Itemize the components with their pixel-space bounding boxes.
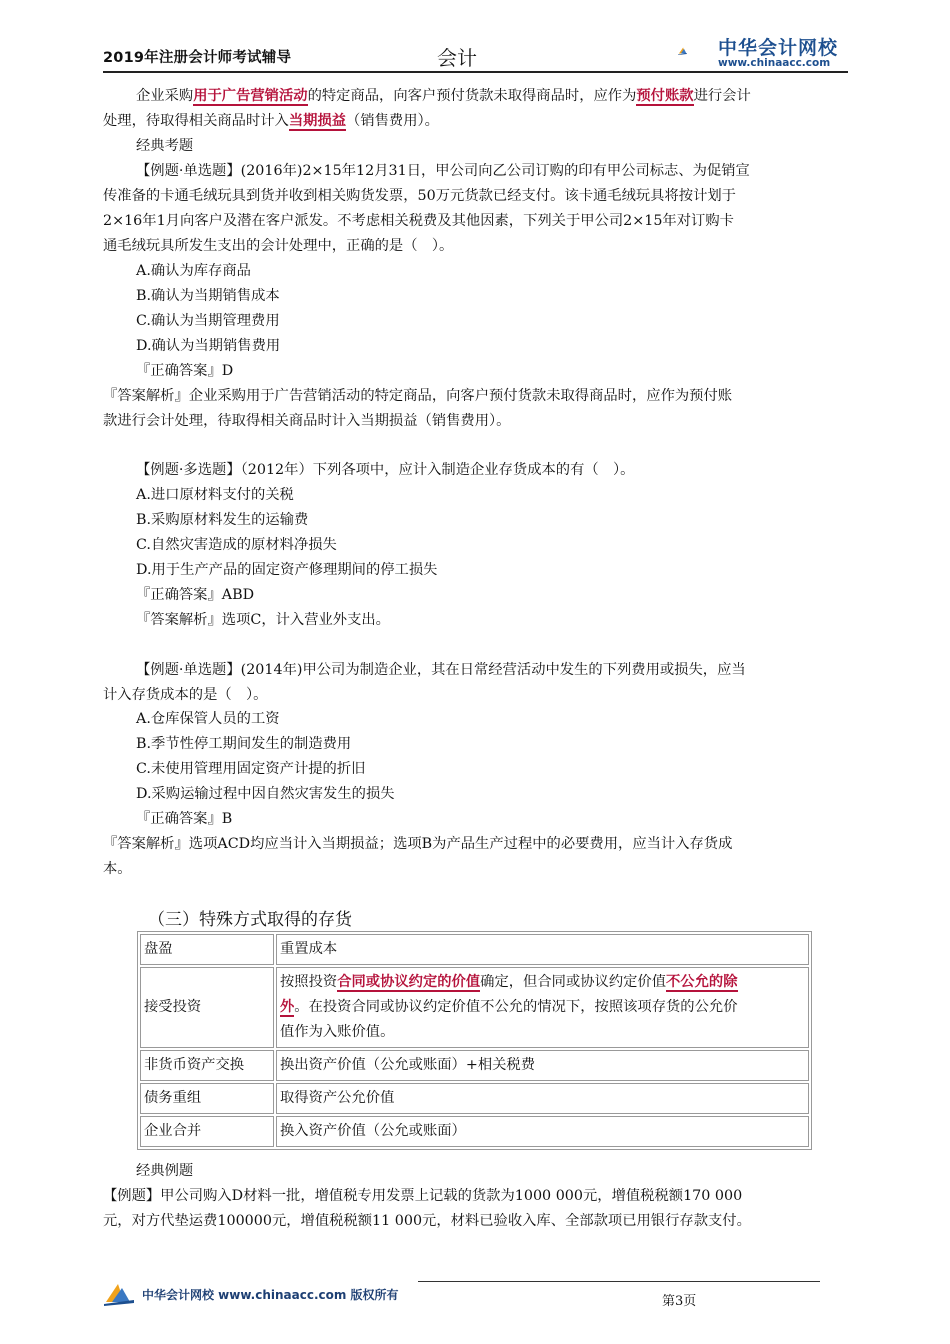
q2-option: C.自然灾害造成的原材料净损失 bbox=[136, 537, 337, 553]
q3-option: A.仓库保管人员的工资 bbox=[136, 711, 280, 727]
header-divider bbox=[103, 71, 848, 73]
q1-stem: 通毛绒玩具所发生支出的会计处理中，正确的是（ ）。 bbox=[103, 238, 454, 254]
q1-option: A.确认为库存商品 bbox=[136, 263, 251, 279]
q2-option: B.采购原材料发生的运输费 bbox=[136, 512, 309, 528]
table-row bbox=[140, 1083, 809, 1114]
table-cell-key: 企业合并 bbox=[140, 1116, 274, 1147]
example-stem: 元，对方代垫运费100000元，增值税税额11 000元，材料已验收入库、全部款项已用银行存款支付。 bbox=[103, 1213, 751, 1229]
classic-label: 经典考题 bbox=[136, 138, 194, 154]
q1-option: D.确认为当期销售费用 bbox=[136, 338, 281, 354]
q1-stem: 【例题·单选题】(2016年)2×15年12月31日，甲公司向乙公司订购的印有甲公司标志、为促销宣 bbox=[136, 163, 750, 179]
table-cell-key: 债务重组 bbox=[140, 1083, 274, 1114]
q1-option: C.确认为当期管理费用 bbox=[136, 313, 280, 329]
q3-option: C.未使用管理用固定资产计提的折旧 bbox=[136, 761, 366, 777]
special-inventory-table bbox=[137, 931, 812, 1150]
q2-option: D.用于生产产品的固定资产修理期间的停工损失 bbox=[136, 562, 438, 578]
q1-stem: 传准备的卡通毛绒玩具到货并收到相关购货发票，50万元货款已经支付。该卡通毛绒玩具将按计划于 bbox=[103, 188, 736, 204]
highlight-text: 用于广告营销活动 bbox=[193, 88, 308, 104]
q3-option: D.采购运输过程中因自然灾害发生的损失 bbox=[136, 786, 395, 802]
table-cell-key: 盘盈 bbox=[140, 934, 274, 965]
example-label: 经典例题 bbox=[136, 1163, 194, 1179]
footer-copyright: 中华会计网校 www.chinaacc.com 版权所有 bbox=[142, 1288, 399, 1302]
highlight-text: 预付账款 bbox=[636, 88, 694, 104]
q3-answer: 『正确答案』B bbox=[136, 811, 233, 827]
highlight-text: 合同或协议约定的价值 bbox=[337, 974, 481, 990]
cell-text: 。在投资合同或协议约定价值不公允的情况下，按照该项存货的公允价 bbox=[294, 999, 738, 1015]
footer-divider bbox=[418, 1281, 820, 1282]
intro-text: （销售费用）。 bbox=[346, 113, 439, 129]
q3-analysis: 本。 bbox=[103, 861, 132, 877]
table-cell-value: 换入资产价值（公允或账面） bbox=[276, 1116, 809, 1147]
table-cell-value: 换出资产价值（公允或账面）+相关税费 bbox=[276, 1050, 809, 1081]
q1-analysis: 款进行会计处理，待取得相关商品时计入当期损益（销售费用）。 bbox=[103, 413, 511, 429]
section-title: （三）特殊方式取得的存货 bbox=[148, 910, 352, 930]
logo-icon bbox=[678, 32, 718, 70]
q2-analysis: 『答案解析』选项C，计入营业外支出。 bbox=[136, 612, 390, 628]
table-cell-value: 取得资产公允价值 bbox=[276, 1083, 809, 1114]
table-row bbox=[140, 1050, 809, 1081]
q3-stem: 计入存货成本的是（ ）。 bbox=[103, 687, 268, 703]
q2-answer: 『正确答案』ABD bbox=[136, 587, 255, 603]
q1-stem: 2×16年1月向客户及潜在客户派发。不考虑相关税费及其他因素，下列关于甲公司2×15年对订购卡 bbox=[103, 213, 734, 229]
q2-option: A.进口原材料支付的关税 bbox=[136, 487, 294, 503]
q1-answer: 『正确答案』D bbox=[136, 363, 234, 379]
intro-text: 处理，待取得相关商品时计入 bbox=[103, 113, 289, 129]
highlight-text: 外 bbox=[280, 999, 295, 1015]
q2-stem: 【例题·多选题】（2012年）下列各项中，应计入制造企业存货成本的有（ ）。 bbox=[136, 462, 635, 478]
q3-analysis: 『答案解析』选项ACD均应当计入当期损益；选项B为产品生产过程中的必要费用，应当计入存货成 bbox=[103, 836, 733, 852]
table-row bbox=[140, 1116, 809, 1147]
header-title: 2019年注册会计师考试辅导 bbox=[103, 50, 292, 66]
intro-text: 进行会计 bbox=[693, 88, 751, 104]
cell-text: 值作为入账价值。 bbox=[280, 1024, 395, 1040]
subject-title: 会计 bbox=[437, 46, 477, 70]
intro-line-1 bbox=[136, 84, 751, 109]
intro-text: 的特定商品，向客户预付货款未取得商品时，应作为 bbox=[307, 88, 637, 104]
highlight-text: 不公允的除 bbox=[666, 974, 738, 990]
table-cell-key: 非货币资产交换 bbox=[140, 1050, 274, 1081]
cell-text: 按照投资 bbox=[280, 974, 338, 990]
table-cell-value bbox=[276, 967, 809, 1048]
table-row bbox=[140, 934, 809, 965]
example-stem: 【例题】甲公司购入D材料一批，增值税专用发票上记载的货款为1000 000元，增值税税额170 000 bbox=[103, 1188, 743, 1204]
q3-option: B.季节性停工期间发生的制造费用 bbox=[136, 736, 352, 752]
page-number: 第3页 bbox=[662, 1294, 697, 1309]
logo-url: www.chinaacc.com bbox=[718, 57, 831, 69]
q1-option: B.确认为当期销售成本 bbox=[136, 288, 280, 304]
table-cell-key: 接受投资 bbox=[140, 967, 274, 1048]
q1-analysis: 『答案解析』企业采购用于广告营销活动的特定商品，向客户预付货款未取得商品时，应作为预付账 bbox=[103, 388, 733, 404]
intro-line-2 bbox=[103, 109, 439, 134]
logo-name: 中华会计网校 bbox=[718, 37, 839, 59]
highlight-text: 当期损益 bbox=[288, 113, 347, 129]
footer-logo-icon bbox=[104, 1282, 134, 1306]
cell-text: 确定，但合同或协议约定价值 bbox=[480, 974, 667, 990]
table-cell-value: 重置成本 bbox=[276, 934, 809, 965]
q3-stem: 【例题·单选题】(2014年)甲公司为制造企业，其在日常经营活动中发生的下列费用或损失，应当 bbox=[136, 662, 746, 678]
intro-text: 企业采购 bbox=[136, 88, 194, 104]
table-row bbox=[140, 967, 809, 1048]
